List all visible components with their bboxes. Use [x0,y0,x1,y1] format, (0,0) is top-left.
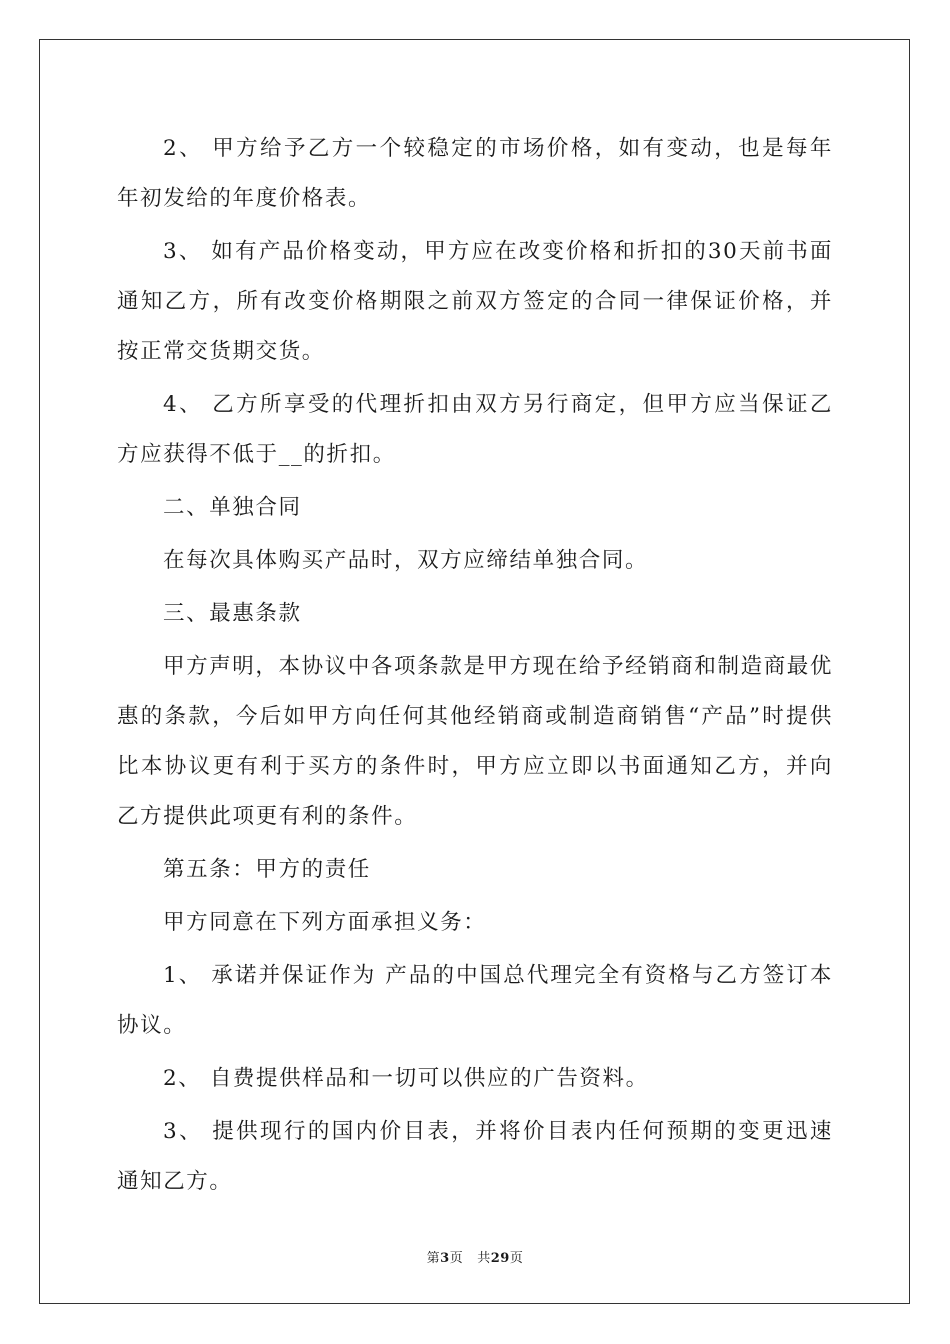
paragraph: 2、 自费提供样品和一切可以供应的广告资料。 [163,1066,649,1091]
paragraph: 甲方同意在下列方面承担义务： [163,910,487,935]
paragraph: 1、 承诺并保证作为 产品的中国总代理完全有资格与乙方签订本协议。 [117,963,833,1038]
paragraph: 在每次具体购买产品时，双方应缔结单独合同。 [163,548,649,573]
section-heading: 三、最惠条款 [163,601,302,626]
section-heading: 二、单独合同 [163,495,302,520]
page-suffix: 页 [449,1251,464,1266]
paragraph: 3、 提供现行的国内价目表，并将价目表内任何预期的变更迅速通知乙方。 [117,1119,833,1194]
paragraph: 甲方声明，本协议中各项条款是甲方现在给予经销商和制造商最优惠的条款，今后如甲方向任何其他经销商或制造商销售“产品”时提供比本协议更有利于买方的条件时，甲方应立即以书面通知乙方，并向乙方提供此项更有利的条件。 [117,654,833,829]
document-body [117,124,833,1207]
article-heading: 第五条：甲方的责任 [163,857,371,882]
page-number-footer [0,1247,950,1266]
paragraph: 2、 甲方给予乙方一个较稳定的市场价格，如有变动，也是每年年初发给的年度价格表。 [117,136,833,211]
page-prefix: 第 [426,1251,441,1266]
paragraph: 4、 乙方所享受的代理折扣由双方另行商定，但甲方应当保证乙方应获得不低于__的折扣。 [117,392,833,467]
total-suffix: 页 [509,1251,524,1266]
current-page-number: 3 [440,1251,450,1266]
paragraph: 3、 如有产品价格变动，甲方应在改变价格和折扣的30天前书面通知乙方，所有改变价格期限之前双方签定的合同一律保证价格，并按正常交货期交货。 [117,239,833,364]
total-page-count: 29 [490,1251,510,1266]
total-prefix: 共 [477,1251,491,1266]
